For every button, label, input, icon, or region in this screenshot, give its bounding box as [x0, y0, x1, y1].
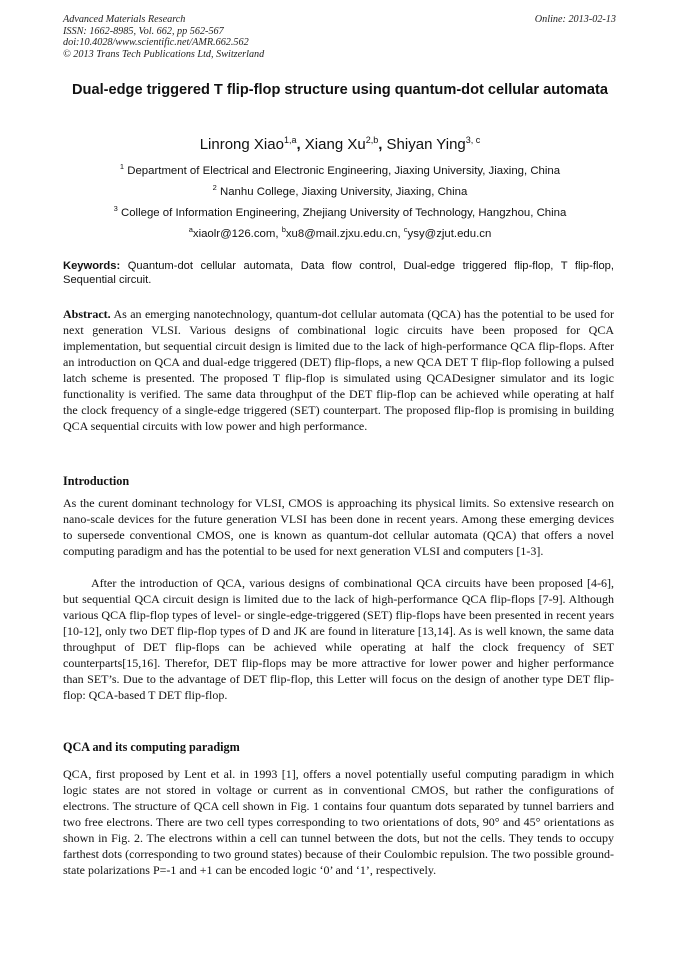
email-sup: b	[281, 225, 286, 234]
introduction-paragraph-1: As the curent dominant technology for VLSI, CMOS is approaching its physical limits. So extensive research on nano-scale devices for the future generation VLSI has been done in recent years. Among these emerging devices to supersede conventional CMOS, one is known as quantum-dot cellular automata (QCA) that offers a novel computing paradigm and has the potential to be used for next generation VLSI and computers [1-3].	[63, 496, 614, 558]
keywords-label: Keywords:	[63, 260, 121, 272]
keywords-block	[63, 259, 614, 287]
abstract-label: Abstract.	[63, 307, 111, 321]
qca-paragraph-1: QCA, first proposed by Lent et al. in 1993 [1], offers a novel potentially useful computing paradigm in which logic states are not stored in voltage or current as in conventional CMOS, but rather the configurations of electrons. The structure of QCA cell shown in Fig. 1 contains four quantum dots separated by tunnel barriers and two free electrons. There are two cell types corresponding to two orientations of dots, 90° and 45° orientations as shown in Fig. 2. The electrons within a cell can tunnel between the dots, but not the cells. They tends to occupy farthest dots (corresponding to two ground states) because of their Coulombic repulsion. The two possible ground-state polarizations P=-1 and +1 can be encoded logic ‘0’ and ‘1’, respectively.	[63, 767, 614, 877]
email-link[interactable]: ysy@zjut.edu.cn	[407, 227, 492, 240]
affiliation	[60, 181, 620, 199]
author-name: Shiyan Ying	[386, 136, 466, 153]
issn-line: ISSN: 1662-8985, Vol. 662, pp 562-567	[63, 25, 224, 37]
author-sup: 1,a	[283, 135, 297, 145]
copyright-line: © 2013 Trans Tech Publications Ltd, Switzerland	[63, 48, 265, 60]
email-sup: c	[403, 225, 408, 234]
email-link[interactable]: xu8@mail.zjxu.edu.cn,	[285, 227, 401, 240]
abstract-block	[63, 306, 614, 434]
affiliation	[60, 202, 620, 220]
paper-title: Dual-edge triggered T flip-flop structure using quantum-dot cellular automata	[72, 82, 608, 98]
affiliation-text: Department of Electrical and Electronic Engineering, Jiaxing University, Jiaxing, China	[127, 164, 561, 177]
keywords-text: Quantum-dot cellular automata, Data flow control, Dual-edge triggered flip-flop, T flip-flop, Sequential circuit.	[63, 260, 615, 286]
qca-heading: QCA and its computing paradigm	[63, 740, 240, 754]
email-list	[60, 223, 620, 241]
affiliation-num: 3	[113, 204, 118, 213]
affiliation	[60, 160, 620, 178]
author-sup: 2,b	[365, 135, 379, 145]
journal-name: Advanced Materials Research	[63, 14, 186, 25]
journal-header	[63, 14, 264, 60]
author-sup: 3, c	[465, 135, 481, 145]
introduction-paragraph-2: After the introduction of QCA, various designs of combinational QCA circuits have been proposed [4-6], but sequential QCA circuit design is limited due to the lack of high-performance QCA flip-flops [7-9]. Although various QCA flip-flop types of level- or single-edge-triggered (SET) flip-flops have been presented in recent years [10-12], only two DET flip-flop types of D and JK are found in literature [13,14]. As is well known, the same data throughput of DET flip-flops can be achieved while operating at half the clock frequency of SET counterparts[15,16]. Therefor, DET flip-flops may be more attractive for lower power and higher performance than SET’s. Due to the advantage of DET flip-flop, this Letter will focus on the design of another type DET flip-flop: QCA-based T DET flip-flop.	[63, 576, 614, 702]
abstract-text: As an emerging nanotechnology, quantum-dot cellular automata (QCA) has the potential to be used for next generation VLSI. Various designs of combinational logic circuits have been proposed for QCA implementation, but sequential circuit design is limited due to the lack of high-performance QCA flip-flops. After an introduction on QCA and dual-edge triggered (DET) flip-flops, a new QCA DET T flip-flop following a pulsed latch scheme is presented. The proposed T flip-flop is simulated using QCADesigner simulator and its logic functionality is verified. The same data throughput of the DET flip-flop can be achieved while operating at half the clock frequency of a single-edge triggered (SET) counterpart. The proposed flip-flop is promising in building QCA sequential circuits with low power and high performance.	[63, 307, 615, 433]
introduction-heading: Introduction	[63, 474, 130, 488]
author-list: Linrong Xiao$^{1,a}$, Xiang Xu$^{2,b}$, Shiyan Ying$^{3, c}$	[199, 135, 481, 153]
affiliation-text: Nanhu College, Jiaxing University, Jiaxing, China	[220, 185, 468, 198]
email-link[interactable]: xiaolr@126.com,	[192, 227, 279, 240]
email-sup: a	[188, 225, 193, 234]
doi-line: doi:10.4028/www.scientific.net/AMR.662.562	[63, 37, 249, 49]
affiliation-num: 1	[119, 162, 125, 171]
affiliation-num: 2	[212, 183, 217, 192]
author-name: Linrong Xiao	[199, 136, 284, 153]
affiliation-text: College of Information Engineering, Zhejiang University of Technology, Hangzhou, China	[121, 206, 567, 219]
author-name: Xiang Xu	[304, 136, 366, 153]
online-date: Online: 2013-02-13	[534, 14, 616, 25]
